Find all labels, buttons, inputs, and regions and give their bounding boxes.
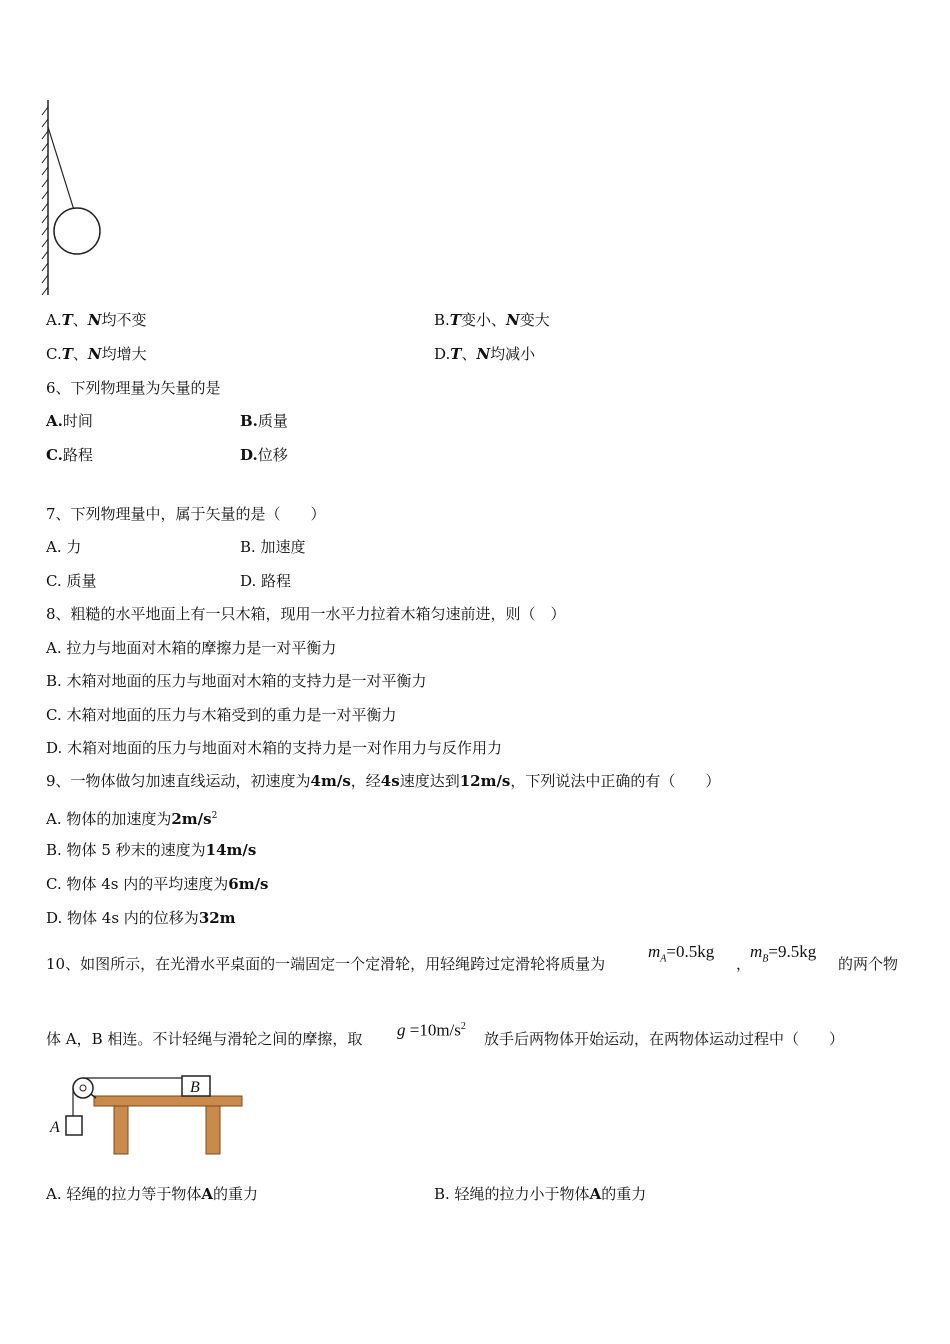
- pulley-table-figure: [46, 1070, 256, 1170]
- q7-option-d: D. 路程: [240, 572, 292, 590]
- q10-gravity: $g =10m/s^2$: [397, 1020, 466, 1040]
- block-a-label: A: [50, 1119, 60, 1136]
- q6-option-b: B.质量: [240, 412, 288, 430]
- q8-option-a: A. 拉力与地面对木箱的摩擦力是一对平衡力: [46, 639, 337, 657]
- q6-option-c: C.路程: [46, 446, 93, 464]
- q10-mass-a: $m_A=0.5kg$: [648, 942, 715, 965]
- q7-option-c: C. 质量: [46, 572, 97, 590]
- q7-option-a: A. 力: [46, 538, 82, 556]
- q9-option-c: C. 物体 4s 内的平均速度为6m/s: [46, 875, 269, 893]
- q10-option-a: A. 轻绳的拉力等于物体A的重力: [46, 1185, 259, 1203]
- q10-stem-line1: 10、如图所示，在光滑水平桌面的一端固定一个定滑轮，用轻绳跨过定滑轮将质量为: [46, 955, 606, 973]
- q6-option-a: A.时间: [46, 412, 93, 430]
- q5-option-c: C.T、N均增大: [46, 345, 147, 363]
- pendulum-figure: [40, 95, 110, 300]
- q8-option-c: C. 木箱对地面的压力与木箱受到的重力是一对平衡力: [46, 706, 397, 724]
- q9-option-d: D. 物体 4s 内的位移为32m: [46, 909, 236, 927]
- q9-option-b: B. 物体 5 秒末的速度为14m/s: [46, 841, 257, 859]
- q8-stem: 8、粗糙的水平地面上有一只木箱，现用一水平力拉着木箱匀速前进，则（ ）: [46, 605, 566, 623]
- q8-option-d: D. 木箱对地面的压力与地面对木箱的支持力是一对作用力与反作用力: [46, 739, 503, 757]
- q10-option-b: B. 轻绳的拉力小于物体A的重力: [434, 1185, 647, 1203]
- q9-option-a: A. 物体的加速度为$2m/s^2$: [46, 810, 218, 828]
- q5-option-d: D.T、N均减小: [434, 345, 536, 363]
- q10-mass-b: $m_B=9.5kg$: [750, 942, 817, 965]
- q8-option-b: B. 木箱对地面的压力与地面对木箱的支持力是一对平衡力: [46, 672, 427, 690]
- block-b-label: B: [190, 1079, 200, 1096]
- q9-stem: 9、一物体做匀加速直线运动，初速度为4m/s，经4s速度达到12m/s，下列说法中正确的有（ ）: [46, 772, 721, 790]
- q10-stem-line2: 体 A，B 相连。不计轻绳与滑轮之间的摩擦，取: [46, 1030, 363, 1048]
- q10-stem-line2-end: 放手后两物体开始运动，在两物体运动过程中（ ）: [484, 1030, 845, 1048]
- q6-option-d: D.位移: [240, 446, 288, 464]
- q5-option-a: A.T、N均不变: [46, 311, 147, 329]
- q10-stem-line1-end: 的两个物: [838, 955, 899, 973]
- q5-option-b: B.T变小、N变大: [434, 311, 550, 329]
- q7-option-b: B. 加速度: [240, 538, 306, 556]
- q6-stem: 6、下列物理量为矢量的是: [46, 379, 221, 397]
- q7-stem: 7、下列物理量中，属于矢量的是（ ）: [46, 505, 326, 523]
- q10-comma: ，: [736, 955, 752, 973]
